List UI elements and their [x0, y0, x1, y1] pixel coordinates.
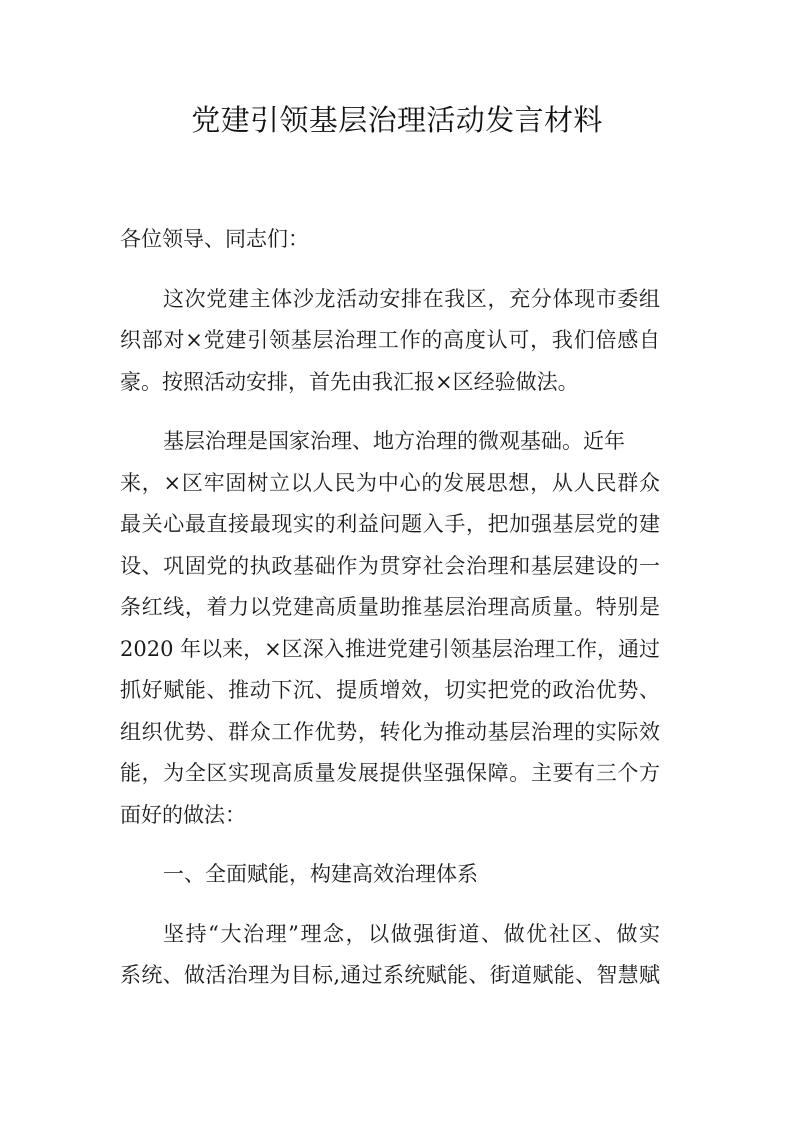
- paragraph-line: 来，×区牢固树立以人民为中心的发展思想，从人民群众: [120, 470, 660, 495]
- document-body: [120, 219, 660, 1015]
- paragraph-line: 2020 年以来，×区深入推进党建引领基层治理工作，通过: [120, 636, 660, 661]
- intro-paragraph: [120, 279, 660, 404]
- paragraph-line: 能，为全区实现高质量发展提供坚强保障。主要有三个方: [120, 761, 660, 785]
- salutation: [120, 219, 660, 261]
- document-title: 党建引领基层治理活动发言材料: [191, 103, 603, 137]
- salutation-line: 各位领导、同志们：: [120, 227, 309, 251]
- paragraph-line: 最关心最直接最现实的利益问题入手，把加强基层党的建: [120, 512, 660, 536]
- section-one-paragraph: [120, 914, 660, 997]
- section-heading: 一、全面赋能，构建高效治理体系: [163, 862, 478, 886]
- paragraph-line: 豪。按照活动安排，首先由我汇报×区经验做法。: [120, 369, 579, 394]
- section-heading-block: [120, 854, 660, 896]
- overview-paragraph: [120, 421, 660, 836]
- paragraph-line: 这次党建主体沙龙活动安排在我区，充分体现市委组: [163, 286, 660, 311]
- paragraph-line: 条红线，着力以党建高质量助推基层治理高质量。特别是: [120, 595, 660, 619]
- paragraph-line: 组织优势、群众工作优势，转化为推动基层治理的实际效: [120, 719, 660, 744]
- paragraph-line: 设、巩固党的执政基础作为贯穿社会治理和基层建设的一: [120, 553, 660, 578]
- paragraph-line: 织部对×党建引领基层治理工作的高度认可，我们倍感自: [120, 328, 660, 352]
- paragraph-line: 系统、做活治理为目标,通过系统赋能、街道赋能、智慧赋: [120, 963, 660, 987]
- paragraph-line: 面好的做法：: [120, 802, 246, 827]
- paragraph-line: 基层治理是国家治理、地方治理的微观基础。近年: [163, 429, 625, 453]
- paragraph-line: 坚持“大治理”理念，以做强街道、做优社区、做实: [163, 921, 660, 946]
- paragraph-line: 抓好赋能、推动下沉、提质增效，切实把党的政治优势、: [120, 678, 660, 702]
